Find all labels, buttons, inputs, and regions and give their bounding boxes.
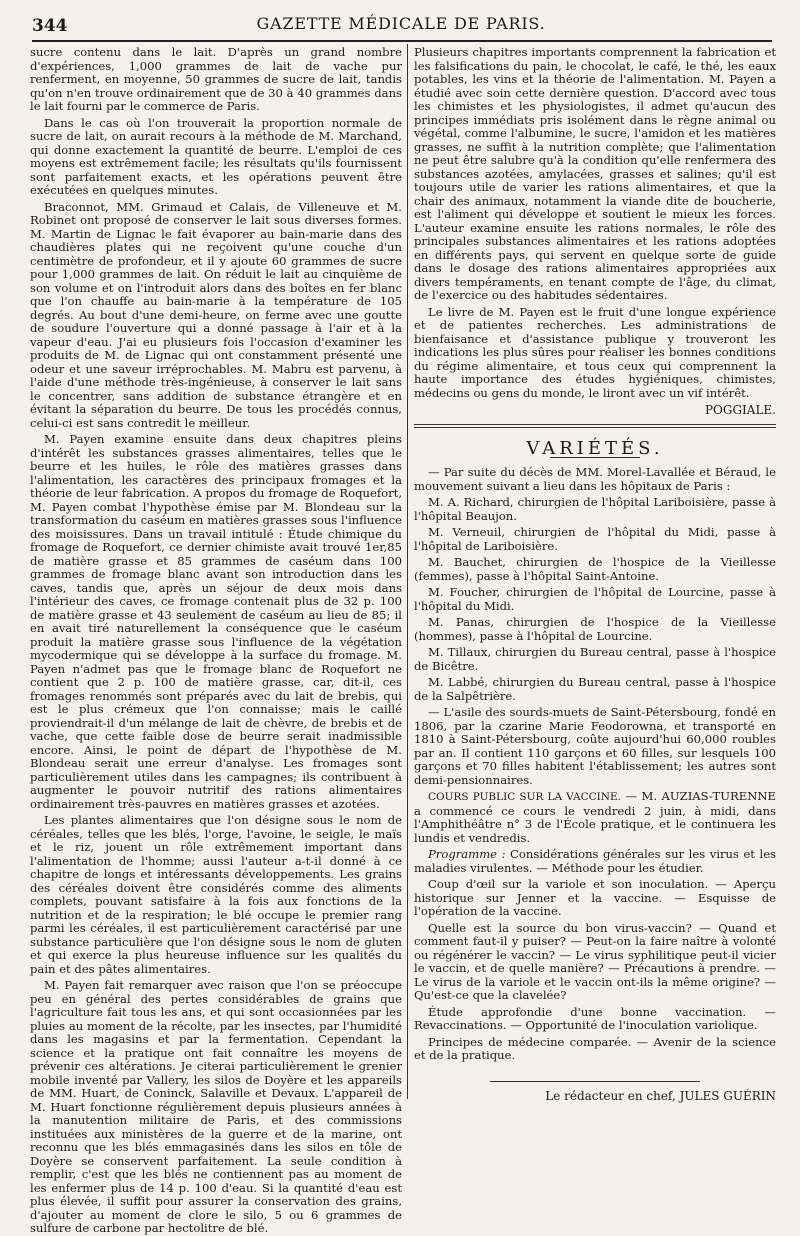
programme-item: Principes de médecine comparée. — Avenir de la science et de la pratique. (414, 1034, 776, 1062)
news-item: — Par suite du décès de MM. Morel-Lavallée et Béraud, le mouvement suivant a lieu dans les hôpitaux de Paris : (414, 465, 776, 493)
news-item: M. Labbé, chirurgien du Bureau central, passe à l'hospice de la Salpêtrière. (414, 675, 776, 703)
programme-item: Étude approfondie d'une bonne vaccination. — Revaccinations. — Opportunité de l'inoculation variolique. (414, 1004, 776, 1032)
left-column (30, 45, 402, 1235)
section-separator (414, 424, 776, 428)
paragraph: sucre contenu dans le lait. D'après un grand nombre d'expériences, 1,000 grammes de lait de vache pur renferment, en moyenne, 50 grammes de sucre de lait, tandis qu'on n'en trouve ordinairement que de 30 à 40 grammes dans le lait fourni par le commerce de Paris. (30, 45, 402, 113)
page-header (32, 14, 770, 40)
paragraph: Dans le cas où l'on trouverait la proportion normale de sucre de lait, on aurait recours à la méthode de M. Marchand, qui donne exactement la quantité de beurre. L'emploi de ces moyens est extrêmement facile; les résultats qu'ils fournissent sont parfaitement exacts, et les opérations peuvent être exécutées en quelques minutes. (30, 115, 402, 197)
programme-label: Programme : (428, 847, 506, 861)
paragraph: Les plantes alimentaires que l'on désigne sous le nom de céréales, telles que les blés, l'orge, l'avoine, le seigle, le maïs et le riz, jouent un rôle extrêmement important dans l'alimentation de l'homme; aussi l'auteur a-t-il donné à ce chapitre de longs et intéressants développements. Les grains des céréales doivent être considérés comme des aliments complets, pouvant satisfaire à la fois aux fonctions de la nutrition et de la respiration; le blé occupe le premier rang parmi les céréales, il est particulièrement caractérisé par une substance particulière que l'on désigne sous le nom de gluten et qui exerce la plus heureuse influence sur les qualités du pain et des pâtes alimentaires. (30, 813, 402, 976)
editor-signature: Le rédacteur en chef, JULES GUÉRIN (545, 1088, 776, 1103)
news-item: M. Foucher, chirurgien de l'hôpital de Lourcine, passe à l'hôpital du Midi. (414, 585, 776, 613)
course-announcement (414, 790, 776, 845)
paragraph: Braconnot, MM. Grimaud et Calais, de Villeneuve et M. Robinet ont proposé de conserver le lait sous diverses formes. M. Martin de Lignac le fait évaporer au bain-marie dans des chaudières plates qui ne reçoivent qu'une couche d'un centimètre de profondeur, et il y ajoute 60 grammes de sucre pour 1,000 grammes de lait. On réduit le lait au cinquième de son volume et on l'introduit alors dans des boîtes en fer blanc que l'on chauffe au bain-marie à la température de 105 degrés. Au bout d'une demi-heure, on ferme avec une goutte de soudure l'ouverture qui a donné passage à l'air et à la vapeur d'eau. J'ai eu plusieurs fois l'occasion d'examiner les produits de M. de Lignac qui ont constamment présenté une odeur et une saveur irréprochables. M. Mabru est parvenu, à l'aide d'une méthode très-ingénieuse, à conserver le lait sans le concentrer, sans addition de substance étrangère et en évitant la séparation du beurre. De tous les procédés connus, celui-ci est sans contredit le meilleur. (30, 199, 402, 430)
programme-item: Coup d'œil sur la variole et son inoculation. — Aperçu historique sur Jenner et la vaccine. — Esquisse de l'opération de la vaccine. (414, 877, 776, 918)
header-rule (32, 40, 772, 42)
news-item: M. Tillaux, chirurgien du Bureau central, passe à l'hospice de Bicêtre. (414, 645, 776, 673)
paragraph: Plusieurs chapitres importants comprennent la fabrication et les falsifications du pain, le chocolat, le café, le thé, les eaux potables, les vins et la théorie de l'alimentation. M. Payen a étudié avec soin cette dernière question. D'accord avec tous les chimistes et les physiologistes, il admet qu'aucun des principes immédiats pris isolément dans le règne animal ou végétal, comme l'albumine, le sucre, l'amidon et les matières grasses, ne suffit à la nutrition complète; que l'alimentation ne peut être salubre qu'à la condition qu'elle renfermera des substances azotées, amylacées, grasses et salines; qu'il est toujours utile de varier les rations alimentaires, et que la chair des animaux, notamment la viande dite de boucherie, est l'aliment qui développe et soutient le mieux les forces. L'auteur examine ensuite les rations normales, le rôle des principales substances alimentaires et les rations adoptées en différents pays, qui servent en quelque sorte de guide dans le dosage des rations alimentaires appropriées aux divers tempéraments, en tenant compte de l'âge, du climat, de l'exercice ou des habitudes sédentaires. (414, 45, 776, 302)
news-item: M. A. Richard, chirurgien de l'hôpital Lariboisière, passe à l'hôpital Beaujon. (414, 495, 776, 523)
closing-rule (490, 1081, 700, 1082)
programme-text: Considérations générales sur les virus et les maladies virulentes. — Méthode pour les étudier. (414, 847, 777, 875)
paragraph: Le livre de M. Payen est le fruit d'une longue expérience et de patientes recherches. Les administrations de bienfaisance et d'assistance publique y trouveront les indications les plus sûres pour réaliser les bonnes conditions du régime alimentaire, et tous ceux qui comprennent la haute importance des études hygiéniques, chimistes, médecins ou gens du monde, le liront avec un vif intérêt. (414, 304, 776, 400)
programme-intro (414, 848, 776, 875)
page-number: 344 (32, 16, 68, 36)
paragraph: M. Payen examine ensuite dans deux chapitres pleins d'intérêt les substances grasses alimentaires, telles que le beurre et les huiles, le rôle des matières grasses dans l'alimentation, les caractères des principaux fromages et la théorie de leur fabrication. A propos du fromage de Roquefort, M. Payen combat l'hypothèse émise par M. Blondeau sur la transformation du caséum en matières grasses sous l'influence des moisissures. Dans un travail intitulé : Étude chimique du fromage de Roquefort, ce dernier chimiste avait trouvé 1er,85 de matière grasse et 85 grammes de caséum dans 100 grammes de fromage blanc avant son introduction dans les caves, tandis que, après un séjour de deux mois dans l'intérieur des caves, ce fromage contenait plus de 32 p. 100 de matière grasse et 43 seulement de caséum au lieu de 85; il en avait tiré naturellement la conséquence que le caséum produit la matière grasse sous l'influence de la végétation mycodermique qui se développe à la surface du fromage. M. Payen n'admet pas que le fromage blanc de Roquefort ne contient que 2 p. 100 de matière grasse, car, dit-il, ces fromages renommés sont préparés avec du lait de brebis, qui est le plus crémeux que l'on connaisse; mais le caillé proviendrait-il d'un mélange de lait de chèvre, de brebis et de vache, que cette faible dose de beurre serait inadmissible encore. Ainsi, le point de départ de l'hypothèse de M. Blondeau serait une erreur d'analyse. Les fromages sont particulièrement utiles dans les campagnes; ils contribuent à augmenter le pouvoir nutritif des rations alimentaires ordinairement très-pauvres en matières grasses et azotées. (30, 432, 402, 811)
right-column (414, 45, 777, 1103)
programme-item: Quelle est la source du bon virus-vaccin? — Quand et comment faut-il y puiser? — Peut-on la faire naître à volonté ou régénérer le vaccin? — Le virus syphilitique peut-il vicier le vaccin, et de quelle manière? — Précautions à prendre. — Le virus de la variole et le vaccin ont-ils la même origine? — Qu'est-ce que la clavelée? (414, 920, 776, 1002)
paragraph: M. Payen fait remarquer avec raison que l'on se préoccupe peu en général des pertes considérables de grains que l'agriculture fait tous les ans, et qui sont occasionnées par les pluies au moment de la récolte, par les insectes, par l'humidité dans les magasins et par la fermentation. Cependant la science et la pratique ont fait connaître les moyens de prévenir ces altérations. Je citerai particulièrement le grenier mobile inventé par Vallery, les silos de Doyère et les appareils de MM. Huart, de Coninck, Salaville et Devaux. L'appareil de M. Huart fonctionne régulièrement depuis plusieurs années à la manutention militaire de Paris, et des commissions instituées aux ministères de la guerre et de la marine, ont reconnu que les blés emmagasinés dans les silos en tôle de Doyère se conservent parfaitement. La seule condition à remplir, c'est que les blés ne contiennent pas au moment de les enfermer plus de 14 p. 100 d'eau. Si la quantité d'eau est plus élevée, il suffit pour assurer la conservation des grains, d'ajouter au moment de clore le silo, 5 ou 6 grammes de sulfure de carbone par hectolitre de blé. (30, 978, 402, 1235)
author-signature: POGGIALE. (704, 403, 776, 417)
news-item: M. Panas, chirurgien de l'hospice de la Vieillesse (hommes), passe à l'hôpital de Lourcine. (414, 615, 776, 643)
news-item: M. Bauchet, chirurgien de l'hospice de la Vieillesse (femmes), passe à l'hôpital Saint-Antoine. (414, 555, 776, 583)
running-title: GAZETTE MÉDICALE DE PARIS. (256, 14, 546, 33)
course-lead: COURS PUBLIC SUR LA VACCINE. (428, 791, 621, 803)
column-divider (407, 44, 408, 1099)
news-item: — L'asile des sourds-muets de Saint-Pétersbourg, fondé en 1806, par la czarine Marie Feodorowna, et transporté en 1810 à Saint-Pétersbourg, coûte aujourd'hui 60,000 roubles par an. Il contient 110 garçons et 60 filles, sur lesquels 100 garçons et 70 filles habitent l'établissement; les autres sont demi-pensionnaires. (414, 705, 776, 787)
course-text: — M. AUZIAS-TURENNE a commencé ce cours le vendredi 2 juin, à midi, dans l'Amphithéâtre n° 3 de l'École pratique, et le continuera les lundis et vendredis. (414, 789, 776, 845)
section-title: VARIÉTÉS. (526, 437, 664, 459)
news-item: M. Verneuil, chirurgien de l'hôpital du Midi, passe à l'hôpital de Lariboisière. (414, 525, 776, 553)
